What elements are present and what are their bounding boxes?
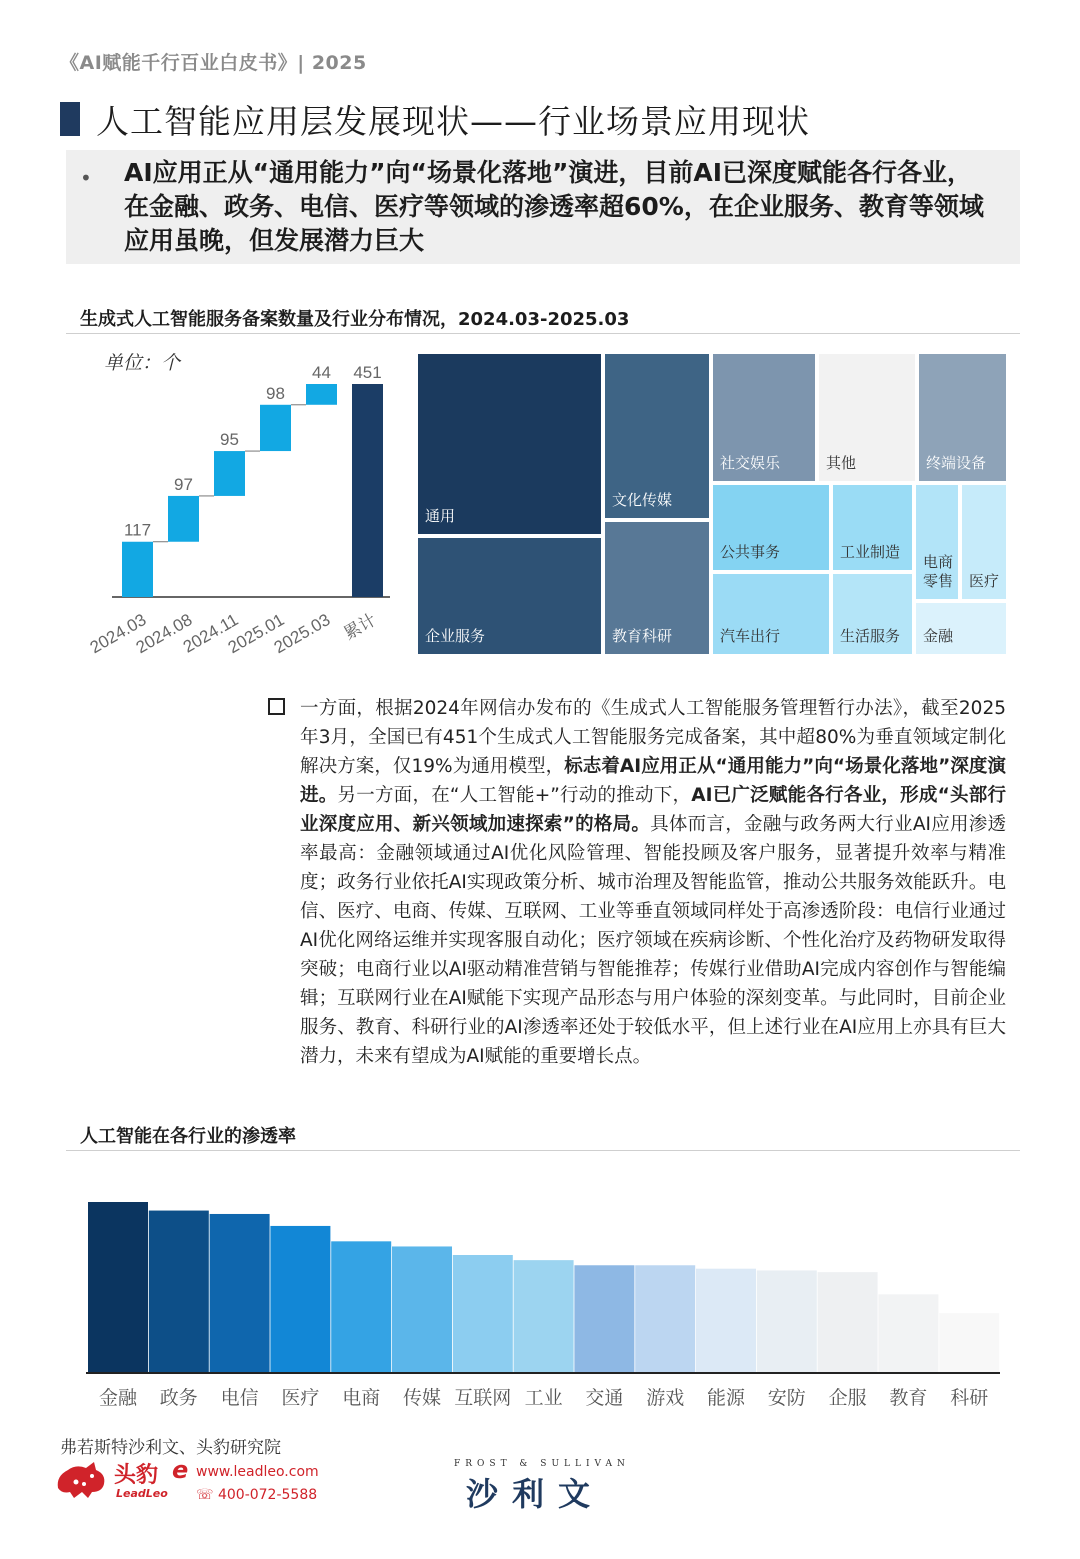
treemap-tile-label: 金融: [923, 627, 954, 645]
body-text-2: 另一方面，在“人工智能+”行动的推动下，: [337, 785, 692, 806]
treemap-tile-label: 医疗: [969, 572, 1000, 590]
penetration-bar: [696, 1269, 756, 1373]
waterfall-bar: [260, 405, 291, 451]
page-title: 人工智能应用层发展现状——行业场景应用现状: [96, 102, 810, 141]
treemap-tile: [914, 483, 960, 601]
penetration-bar: [574, 1265, 634, 1373]
treemap-tile-label: 公共事务: [720, 543, 781, 561]
waterfall-category-label: 2025.01: [224, 610, 288, 658]
treemap-tile-label: 企业服务: [425, 627, 486, 645]
penetration-bar: [757, 1270, 817, 1373]
penetration-category-label: 政务: [159, 1387, 198, 1409]
penetration-bar: [635, 1265, 695, 1373]
brand-e-icon: e: [172, 1456, 189, 1484]
penetration-bar: [392, 1246, 452, 1373]
penetration-category-label: 交通: [585, 1387, 624, 1409]
penetration-bar: [270, 1226, 330, 1373]
treemap-tile-label: 生活服务: [840, 627, 901, 645]
penetration-category-label: 医疗: [281, 1387, 320, 1409]
treemap-tile: [831, 483, 914, 572]
treemap-tile-label: 工业制造: [840, 543, 901, 561]
treemap-tile-label: 教育科研: [612, 627, 673, 645]
section1-title: 生成式人工智能服务备案数量及行业分布情况，2024.03-2025.03: [80, 309, 630, 330]
treemap-tile: [817, 352, 917, 483]
body-bold-2: AI已广泛赋能各行各业，形成“头部行业深度应用、新兴领域加速探索”的格局。: [300, 785, 1006, 835]
waterfall-value-label: 451: [353, 363, 382, 382]
penetration-bar: [453, 1255, 513, 1373]
penetration-category-label: 游戏: [646, 1387, 685, 1409]
title-accent-bar: [60, 102, 80, 136]
treemap-tile: [917, 352, 1008, 483]
brand-name: 头豹: [114, 1463, 159, 1488]
waterfall-chart: [60, 340, 410, 680]
section2-title: 人工智能在各行业的渗透率: [80, 1126, 296, 1147]
section2-divider: [66, 1150, 1020, 1151]
phone-number-text: 400-072-5588: [217, 1487, 318, 1503]
treemap-tile: [831, 572, 914, 656]
treemap-tile-label: 终端设备: [926, 454, 987, 472]
website-link[interactable]: www.leadleo.com: [196, 1464, 319, 1480]
body-text-3: 具体而言，金融与政务两大行业AI应用渗透率最高：金融领域通过AI优化风险管理、智能投顾及客户服务，显著提升效率与精准度；政务行业依托AI实现政策分析、城市治理及智能监管，推动公共服务效能跃升。电信、医疗、电商、传媒、互联网、工业等垂直领域同样处于高渗透阶段：电信行业通过AI优化网络运维并实现客服自动化；医疗领域在疾病诊断、个性化治疗及药物研发取得突破；电商行业以AI驱动精准营销与智能推荐；传媒行业借助AI完成内容创作与智能编辑；互联网行业在AI赋能下实现产品形态与用户体验的深刻变革。与此同时，目前企业服务、教育、科研行业的AI渗透率还处于较低水平，但上述行业在AI应用上亦具有巨大潜力，未来有望成为AI赋能的重要增长点。: [300, 814, 1006, 1067]
treemap-tile-label: 电商 零售: [923, 553, 954, 590]
treemap-tile-label: 汽车出行: [720, 627, 781, 645]
treemap-tile: [711, 572, 831, 656]
waterfall-value-label: 98: [266, 383, 285, 403]
waterfall-category-label: 2024.11: [179, 610, 242, 657]
penetration-bar: [88, 1202, 148, 1373]
industry-treemap: [416, 352, 1008, 656]
sullivan-logo-text: 沙利文: [466, 1475, 605, 1513]
key-point-text: AI应用正从“通用能力”向“场景化落地”演进，目前AI已深度赋能各行各业，在金融、政务、电信、医疗等领域的渗透率超60%，在企业服务、教育等领域应用虽晚，但发展潜力巨大: [124, 158, 984, 255]
waterfall-category-label: 2024.08: [132, 610, 196, 658]
treemap-tile-label: 社交娱乐: [720, 454, 781, 472]
penetration-category-label: 互联网: [454, 1387, 512, 1409]
waterfall-bar: [168, 496, 199, 542]
treemap-tile: [603, 352, 711, 520]
waterfall-category-label: 2025.03: [270, 610, 334, 658]
penetration-category-label: 安防: [767, 1387, 806, 1409]
waterfall-value-label: 44: [312, 363, 331, 382]
body-paragraph: [300, 694, 1006, 1071]
waterfall-bar: [306, 384, 337, 405]
penetration-bar: [210, 1214, 270, 1373]
penetration-category-label: 电商: [342, 1387, 381, 1409]
body-bold-1: 标志着AI应用正从“通用能力”向“场景化落地”深度演进。: [300, 756, 1006, 806]
penetration-category-label: 电信: [220, 1387, 259, 1409]
penetration-bar-chart: [60, 1185, 1020, 1420]
waterfall-bar: [122, 542, 153, 597]
treemap-tile: [711, 352, 817, 483]
treemap-tile: [416, 536, 603, 656]
treemap-tile-label: 其他: [826, 454, 857, 472]
penetration-bar: [878, 1294, 938, 1373]
brand-subtitle: LeadLeo: [116, 1487, 168, 1500]
penetration-category-label: 传媒: [402, 1387, 442, 1409]
treemap-tile: [603, 520, 711, 656]
penetration-bar: [818, 1272, 878, 1373]
waterfall-unit-label: 单位：个: [104, 352, 181, 374]
waterfall-category-label: 累计: [340, 610, 380, 644]
penetration-category-label: 金融: [98, 1387, 138, 1409]
penetration-bar: [514, 1260, 574, 1373]
waterfall-bar: [352, 384, 383, 597]
treemap-tile: [914, 601, 1008, 656]
waterfall-value-label: 97: [174, 474, 193, 494]
treemap-tile-label: 通用: [425, 507, 456, 525]
penetration-bar: [939, 1313, 999, 1373]
waterfall-bar: [214, 451, 245, 496]
frost-sullivan-logo-text: FROST & SULLIVAN: [454, 1459, 630, 1469]
penetration-category-label: 工业: [524, 1387, 563, 1409]
penetration-category-label: 教育: [889, 1387, 928, 1409]
leopard-logo-icon: [54, 1458, 110, 1502]
key-point-bullet: •: [80, 166, 92, 190]
waterfall-value-label: 95: [220, 430, 239, 450]
penetration-bar: [149, 1211, 209, 1373]
body-text-1: 一方面，根据2024年网信办发布的《生成式人工智能服务管理暂行办法》，截至2025年3月，全国已有451个生成式人工智能服务完成备案，其中超80%为垂直领域定制化解决方案，仅19%为通用模型，: [300, 698, 1006, 777]
penetration-category-label: 科研: [950, 1387, 989, 1409]
waterfall-category-label: 2024.03: [86, 610, 150, 658]
treemap-tile: [960, 483, 1008, 601]
document-header: 《AI赋能千行百业白皮书》| 2025: [60, 52, 367, 74]
source-note: 弗若斯特沙利文、头豹研究院: [60, 1438, 281, 1458]
phone-number: [196, 1487, 317, 1503]
treemap-tile: [416, 352, 603, 536]
penetration-category-label: 能源: [706, 1387, 746, 1409]
phone-icon: ☏: [196, 1487, 218, 1503]
penetration-bar: [331, 1241, 391, 1373]
waterfall-value-label: 117: [123, 520, 152, 540]
treemap-tile-label: 文化传媒: [612, 491, 673, 509]
treemap-tile: [711, 483, 831, 572]
penetration-category-label: 企服: [828, 1387, 867, 1409]
checkbox-bullet-icon: [268, 698, 285, 715]
section1-divider: [66, 333, 1020, 334]
